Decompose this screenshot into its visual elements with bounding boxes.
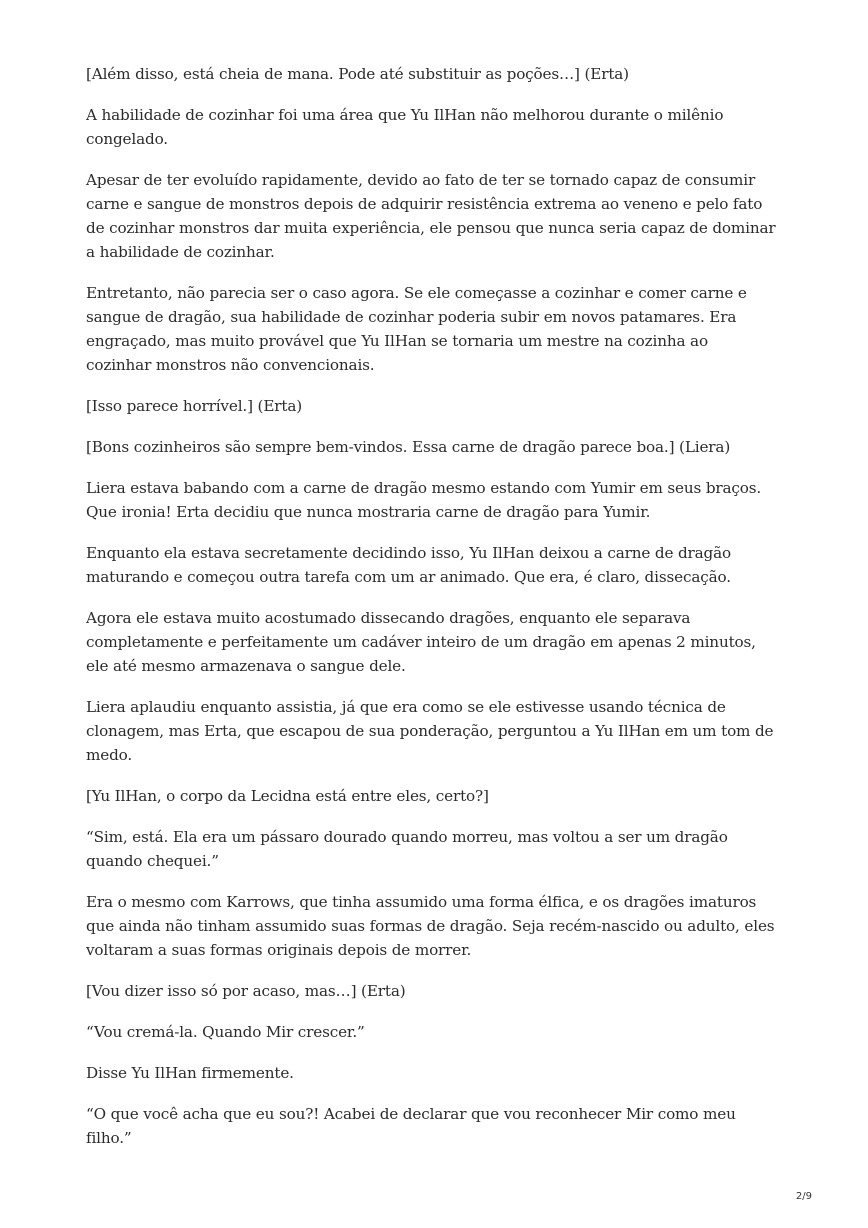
paragraph: Apesar de ter evoluído rapidamente, devido ao fato de ter se tornado capaz de consumir carne e sangue de monstros depois de adquirir resistência extrema ao veneno e pelo fato de cozinhar monstros dar muita experiência, ele pensou que nunca seria capaz de dominar a habilidade de cozinhar. [86, 171, 776, 261]
paragraph: Liera aplaudiu enquanto assistia, já que era como se ele estivesse usando técnica de clonagem, mas Erta, que escapou de sua ponderação, perguntou a Yu IlHan em um tom de medo. [86, 698, 774, 764]
paragraph: Entretanto, não parecia ser o caso agora. Se ele começasse a cozinhar e comer carne e sangue de dragão, sua habilidade de cozinhar poderia subir em novos patamares. Era engraçado, mas muito provável que Yu IlHan se tornaria um mestre na cozinha ao cozinhar monstros não convencionais. [86, 284, 747, 374]
paragraph: “O que você acha que eu sou?! Acabei de declarar que vou reconhecer Mir como meu filho.” [86, 1105, 736, 1147]
paragraph: Agora ele estava muito acostumado dissecando dragões, enquanto ele separava completamente e perfeitamente um cadáver inteiro de um dragão em apenas 2 minutos, ele até mesmo armazenava o sangue dele. [86, 609, 756, 675]
paragraph: [Yu IlHan, o corpo da Lecidna está entre eles, certo?] [86, 787, 489, 805]
paragraph: [Além disso, está cheia de mana. Pode até substituir as poções…] (Erta) [86, 65, 629, 83]
paragraph: [Isso parece horrível.] (Erta) [86, 397, 302, 415]
paragraph: “Sim, está. Ela era um pássaro dourado quando morreu, mas voltou a ser um dragão quando chequei.” [86, 828, 728, 870]
paragraph: A habilidade de cozinhar foi uma área que Yu IlHan não melhorou durante o milênio congelado. [86, 106, 724, 148]
paragraph: Era o mesmo com Karrows, que tinha assumido uma forma élfica, e os dragões imaturos que ainda não tinham assumido suas formas de dragão. Seja recém-nascido ou adulto, eles voltaram a suas formas originais depois de morrer. [86, 893, 775, 959]
paragraph: [Bons cozinheiros são sempre bem-vindos. Essa carne de dragão parece boa.] (Liera) [86, 438, 731, 456]
document-body [86, 62, 776, 1167]
paragraph: “Vou cremá-la. Quando Mir crescer.” [86, 1023, 365, 1041]
paragraph: Disse Yu IlHan firmemente. [86, 1064, 294, 1082]
paragraph: [Vou dizer isso só por acaso, mas…] (Erta) [86, 982, 406, 1000]
paragraph: Liera estava babando com a carne de dragão mesmo estando com Yumir em seus braços. Que ironia! Erta decidiu que nunca mostraria carne de dragão para Yumir. [86, 479, 762, 521]
paragraph: Enquanto ela estava secretamente decidindo isso, Yu IlHan deixou a carne de dragão maturando e começou outra tarefa com um ar animado. Que era, é claro, dissecação. [86, 544, 732, 586]
page-number: 2/9 [795, 1191, 812, 1202]
